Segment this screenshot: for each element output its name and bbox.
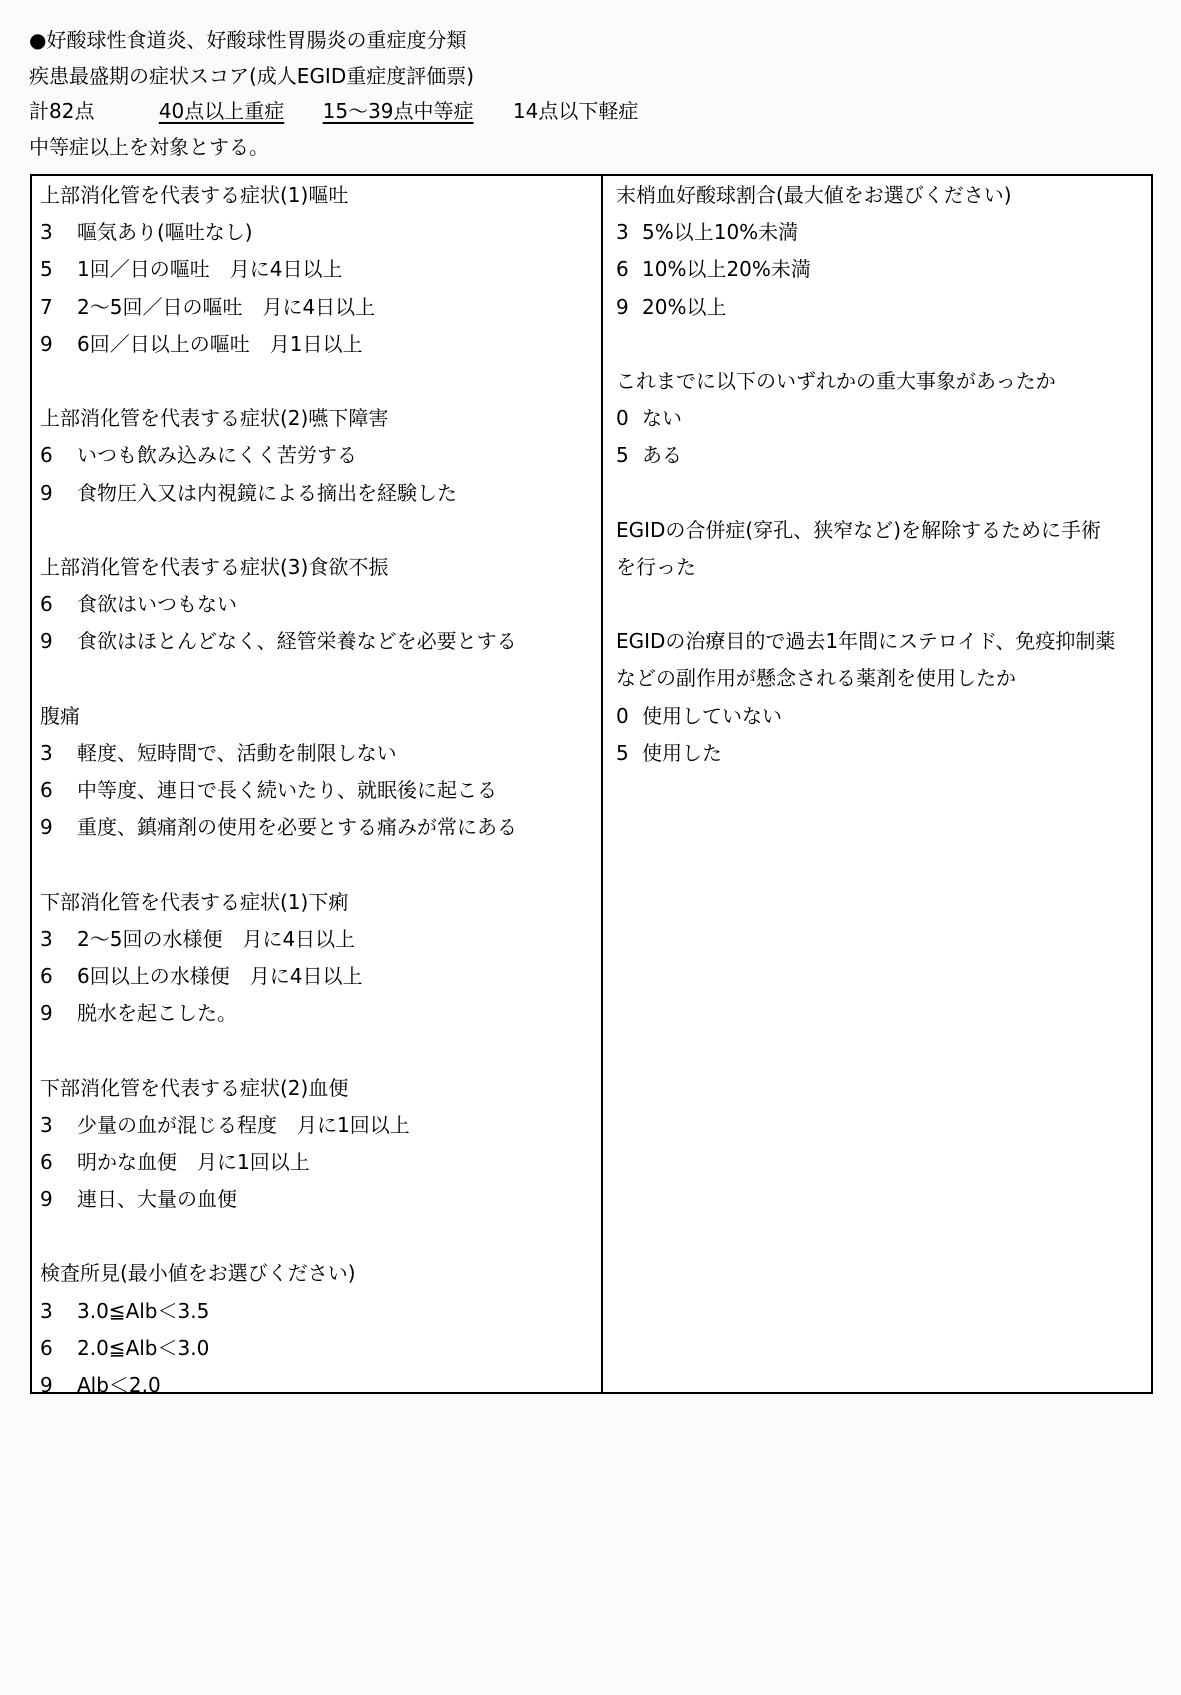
option-text: 2.0≦Alb＜3.0 xyxy=(77,1335,210,1360)
section-title: 上部消化管を代表する症状(3)食欲不振 xyxy=(40,554,389,579)
score-value: 9 xyxy=(40,629,53,654)
score-value: 3 xyxy=(40,1298,53,1323)
score-value: 5 xyxy=(616,740,629,765)
option-text: 2～5回の水様便 月に4日以上 xyxy=(77,926,356,951)
section-title-line xyxy=(40,406,597,443)
score-value: 6 xyxy=(40,778,53,802)
option-text: Alb＜2.0 xyxy=(77,1373,161,1392)
option-text: 3.0≦Alb＜3.5 xyxy=(77,1298,210,1323)
section-title: 上部消化管を代表する症状(2)嚥下障害 xyxy=(40,406,389,431)
section-title: などの副作用が懸念される薬剤を使用したか xyxy=(616,666,1016,691)
section-title-line xyxy=(40,1261,597,1298)
option-line xyxy=(40,481,597,518)
score-value: 3 xyxy=(40,740,53,765)
option-line xyxy=(616,741,1147,778)
option-line xyxy=(616,220,1147,257)
section-title: を行った xyxy=(616,554,696,579)
score-value: 9 xyxy=(40,1001,53,1026)
blank-line xyxy=(40,369,597,406)
total-points-label: 計82点 xyxy=(29,99,95,123)
page-title: ●好酸球性食道炎、好酸球性胃腸炎の重症度分類 xyxy=(29,28,467,52)
section-title: 下部消化管を代表する症状(1)下痢 xyxy=(40,889,349,914)
score-value: 5 xyxy=(40,257,53,282)
section-title: EGIDの合併症(穿孔、狭窄など)を解除するために手術 xyxy=(616,517,1102,542)
score-value: 9 xyxy=(40,1373,53,1392)
option-text: 中等度、連日で長く続いたり、就眠後に起こる xyxy=(77,778,497,802)
option-line xyxy=(40,741,597,778)
section-title-line xyxy=(616,666,1147,703)
score-value: 9 xyxy=(616,294,629,319)
option-text: 少量の血が混じる程度 月に1回以上 xyxy=(77,1112,410,1137)
section-title-line xyxy=(616,555,1147,592)
blank-line xyxy=(40,666,597,703)
score-value: 0 xyxy=(616,406,629,431)
section-title-line xyxy=(616,369,1147,406)
option-text: ある xyxy=(642,443,682,468)
score-value: 9 xyxy=(40,815,53,840)
score-value: 7 xyxy=(40,294,53,319)
section-title: EGIDの治療目的で過去1年間にステロイド、免疫抑制薬 xyxy=(616,629,1116,654)
option-text: 6回以上の水様便 月に4日以上 xyxy=(77,963,363,988)
option-line xyxy=(40,815,597,852)
option-text: 1回／日の嘔吐 月に4日以上 xyxy=(77,257,343,282)
score-value: 3 xyxy=(616,220,629,245)
option-text: 明かな血便 月に1回以上 xyxy=(77,1149,310,1174)
score-value: 6 xyxy=(40,592,53,617)
option-text: 食欲はいつもない xyxy=(77,592,237,617)
score-value: 9 xyxy=(40,331,53,356)
scope-note: 中等症以上を対象とする。 xyxy=(29,134,269,159)
section-title: 検査所見(最小値をお選びください) xyxy=(40,1261,356,1286)
score-summary xyxy=(29,99,638,135)
option-line xyxy=(616,406,1147,443)
option-text: 食物圧入又は内視鏡による摘出を経験した xyxy=(77,480,457,505)
blank-line xyxy=(40,1224,597,1261)
score-value: 6 xyxy=(40,1149,53,1174)
severe-threshold-label: 40点以上重症 xyxy=(158,99,285,123)
section-title-line xyxy=(616,518,1147,555)
section-title: 上部消化管を代表する症状(1)嘔吐 xyxy=(40,183,349,207)
score-value: 3 xyxy=(40,926,53,951)
option-text: 使用していない xyxy=(642,703,782,728)
option-line xyxy=(616,257,1147,294)
score-value: 3 xyxy=(40,1112,53,1137)
option-line xyxy=(616,295,1147,332)
option-text: 嘔気あり(嘔吐なし) xyxy=(77,220,253,245)
section-title: 末梢血好酸球割合(最大値をお選びください) xyxy=(616,183,1012,207)
option-line xyxy=(40,778,597,815)
option-line xyxy=(40,592,597,629)
blank-line xyxy=(40,518,597,555)
option-line xyxy=(40,1187,597,1224)
score-value: 3 xyxy=(40,220,53,245)
document-header xyxy=(29,28,638,170)
score-value: 9 xyxy=(40,1187,53,1212)
option-text: 脱水を起こした。 xyxy=(77,1001,237,1026)
table-right-column xyxy=(603,176,1151,1392)
section-title-line xyxy=(616,629,1147,666)
option-text: 軽度、短時間で、活動を制限しない xyxy=(77,740,397,765)
option-text: 使用した xyxy=(642,740,722,765)
option-text: 10%以上20%未満 xyxy=(642,257,811,282)
section-title-line xyxy=(40,555,597,592)
option-line xyxy=(40,1299,597,1336)
table-left-column xyxy=(32,176,603,1392)
page-subtitle: 疾患最盛期の症状スコア(成人EGID重症度評価票) xyxy=(29,63,475,88)
moderate-threshold-label: 15～39点中等症 xyxy=(322,99,474,123)
option-line xyxy=(40,220,597,257)
option-text: 食欲はほとんどなく、経管栄養などを必要とする xyxy=(77,629,517,654)
section-title: これまでに以下のいずれかの重大事象があったか xyxy=(616,368,1056,393)
score-value: 6 xyxy=(40,1335,53,1360)
score-value: 6 xyxy=(40,443,53,468)
score-value: 6 xyxy=(40,963,53,988)
section-title-line xyxy=(40,183,597,220)
option-line xyxy=(40,1001,597,1038)
score-value: 9 xyxy=(40,480,53,505)
option-text: 20%以上 xyxy=(642,294,727,319)
blank-line xyxy=(40,1038,597,1075)
option-line xyxy=(40,257,597,294)
option-line xyxy=(40,629,597,666)
option-text: ない xyxy=(642,406,682,431)
option-text: 5%以上10%未満 xyxy=(642,220,799,245)
option-text: 連日、大量の血便 xyxy=(77,1187,237,1212)
option-line xyxy=(40,1113,597,1150)
option-line xyxy=(40,1336,597,1373)
section-title-line xyxy=(40,890,597,927)
blank-line xyxy=(616,592,1147,629)
section-title-line xyxy=(40,1076,597,1113)
blank-line xyxy=(40,852,597,889)
severity-score-table xyxy=(30,174,1153,1394)
section-title: 腹痛 xyxy=(40,703,80,728)
option-line xyxy=(616,704,1147,741)
option-text: いつも飲み込みにくく苦労する xyxy=(77,443,357,468)
blank-line xyxy=(616,481,1147,518)
score-value: 6 xyxy=(616,257,629,282)
section-title-line xyxy=(40,704,597,741)
option-line xyxy=(40,1373,597,1392)
option-line xyxy=(40,964,597,1001)
option-line xyxy=(40,927,597,964)
blank-line xyxy=(616,332,1147,369)
score-value: 5 xyxy=(616,443,629,468)
mild-threshold-label: 14点以下軽症 xyxy=(512,99,639,123)
option-text: 6回／日以上の嘔吐 月1日以上 xyxy=(77,331,363,356)
option-line xyxy=(40,332,597,369)
score-value: 0 xyxy=(616,703,629,728)
option-line xyxy=(40,1150,597,1187)
section-title-line xyxy=(616,183,1147,220)
option-line xyxy=(616,443,1147,480)
option-line xyxy=(40,443,597,480)
option-line xyxy=(40,295,597,332)
option-text: 2～5回／日の嘔吐 月に4日以上 xyxy=(77,294,376,319)
option-text: 重度、鎮痛剤の使用を必要とする痛みが常にある xyxy=(77,815,517,840)
section-title: 下部消化管を代表する症状(2)血便 xyxy=(40,1075,349,1100)
